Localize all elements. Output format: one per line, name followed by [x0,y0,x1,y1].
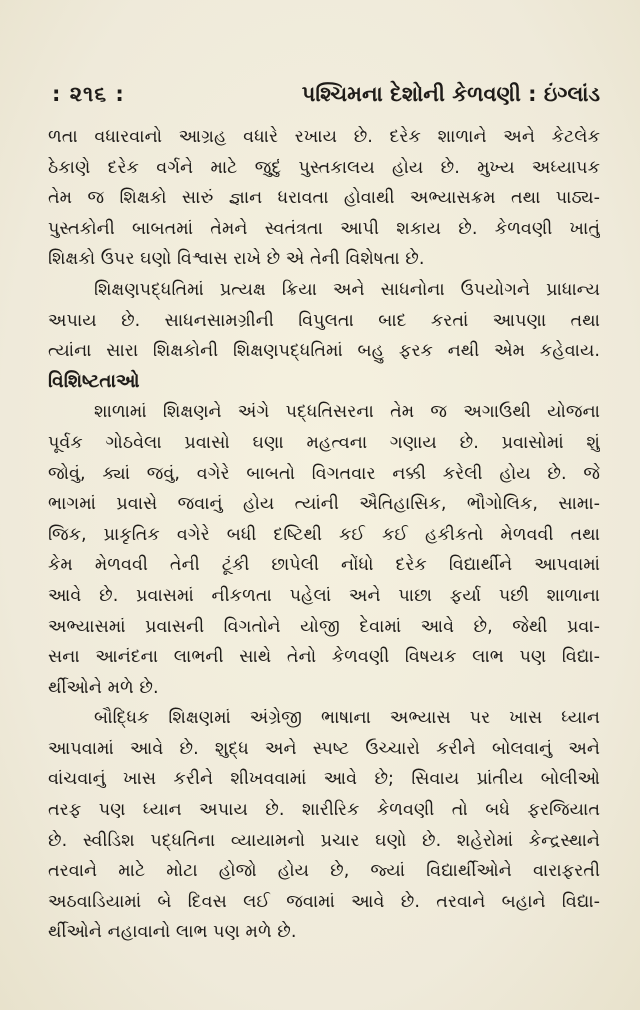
page-header [52,82,600,118]
text-line: જિક, પ્રાકૃતિક વગેરે બધી દષ્ટિથી કઈ કઈ હકીકતો મેળવવી તથા [48,524,600,545]
text-line: તેમ જ શિક્ષકો સારું જ્ઞાન ધરાવતા હોવાથી અભ્યાસક્રમ તથા પાઠ્ય- [48,188,600,209]
text-line: કેમ મેળવવી તેની ટૂંકી છાપેલી નોંધો દરેક વિદ્યાર્થીને આપવામાં [48,555,600,576]
paragraph-4 [48,703,600,948]
text-line: ર્થીઓને મળે છે. [48,677,159,698]
running-title: પશ્ચિમના દેશોની કેળવણી : ઇંગ્લાંડ [301,82,600,106]
text-line: તરફ પણ ધ્યાન અપાય છે. શારીરિક કેળવણી તો બધે ફરજિયાત [48,800,600,821]
text-line: શિક્ષકો ઉપર ઘણો વિશ્વાસ રાખે છે એ તેની વિશેષતા છે. [48,249,425,270]
text-line: ભાગમાં પ્રવાસે જવાનું હોય ત્યાંની ઐતિહાસિક, ભૌગોલિક, સામા- [48,494,600,515]
text-line: ઠેકાણે દરેક વર્ગને માટે જુદું પુસ્તકાલય હોય છે. મુખ્ય અધ્યાપક [48,157,600,178]
section-heading: વિશિષ્ટતાઓ [48,370,140,392]
text-line: અભ્યાસમાં પ્રવાસની વિગતોને યોજી દેવામાં આવે છે, જેથી પ્રવા- [48,616,600,637]
text-line: ર્થીઓને નહાવાનો લાભ પણ મળે છે. [48,922,297,943]
page-number: : ૨૧૬ : [52,82,125,106]
text-line: અઠવાડિયામાં બે દિવસ લઈ જવામાં આવે છે. તરવાને બહાને વિદ્યા- [48,891,600,912]
paragraph-1 [48,122,600,275]
text-line: ત્યાંના સારા શિક્ષકોની શિક્ષણપદ્ધતિમાં બહુ ફરક નથી એમ કહેવાય. [48,341,600,362]
text-line: શિક્ષણપદ્ધતિમાં પ્રત્યક્ષ ક્રિયા અને સાધનોના ઉપયોગને પ્રાધાન્ય [94,279,600,300]
text-line: ળતા વધારવાનો આગ્રહ વધારે રખાય છે. દરેક શાળાને અને કેટલેક [48,127,600,147]
text-line: તરવાને માટે મોટા હોજો હોય છે, જ્યાં વિદ્યાર્થીઓને વારાફરતી [48,861,600,882]
text-line: શાળામાં શિક્ષણને અંગે પદ્ધતિસરના તેમ જ અગાઉથી યોજના [94,402,600,423]
text-line: બૌદ્ધિક શિક્ષણમાં અંગ્રેજી ભાષાના અભ્યાસ પર ખાસ ધ્યાન [94,708,600,729]
text-line: પુસ્તકોની બાબતમાં તેમને સ્વતંત્રતા આપી શકાય છે. કેળવણી ખાતું [48,218,600,239]
text-line: આપવામાં આવે છે. શુદ્ધ અને સ્પષ્ટ ઉચ્ચારો કરીને બોલવાનું અને [48,738,600,759]
text-line: સના આનંદના લાભની સાથે તેનો કેળવણી વિષયક લાભ પણ વિદ્યા- [48,647,600,668]
text-line: આવે છે. પ્રવાસમાં નીકળતા પહેલાં અને પાછા ફર્યા પછી શાળાના [48,585,600,606]
text-line: જોવું, ક્યાં જવું, વગેરે બાબતો વિગતવાર નક્કી કરેલી હોય છે. જે [48,463,600,484]
body-text [48,122,600,948]
paragraph-3 [48,397,600,703]
text-line: અપાય છે. સાધનસામગ્રીની વિપુલતા બાદ કરતાં આપણા તથા [48,310,600,331]
text-line: પૂર્વક ગોઠવેલા પ્રવાસો ઘણા મહત્વના ગણાય છે. પ્રવાસોમાં શું [48,432,600,453]
paragraph-2 [48,275,600,367]
text-line: છે. સ્વીડિશ પદ્ધતિના વ્યાયામનો પ્રચાર ઘણો છે. શહેરોમાં કેન્દ્રસ્થાને [48,830,600,851]
text-line: વાંચવાનું ખાસ કરીને શીખવવામાં આવે છે; સિવાય પ્રાંતીય બોલીઓ [48,769,600,790]
